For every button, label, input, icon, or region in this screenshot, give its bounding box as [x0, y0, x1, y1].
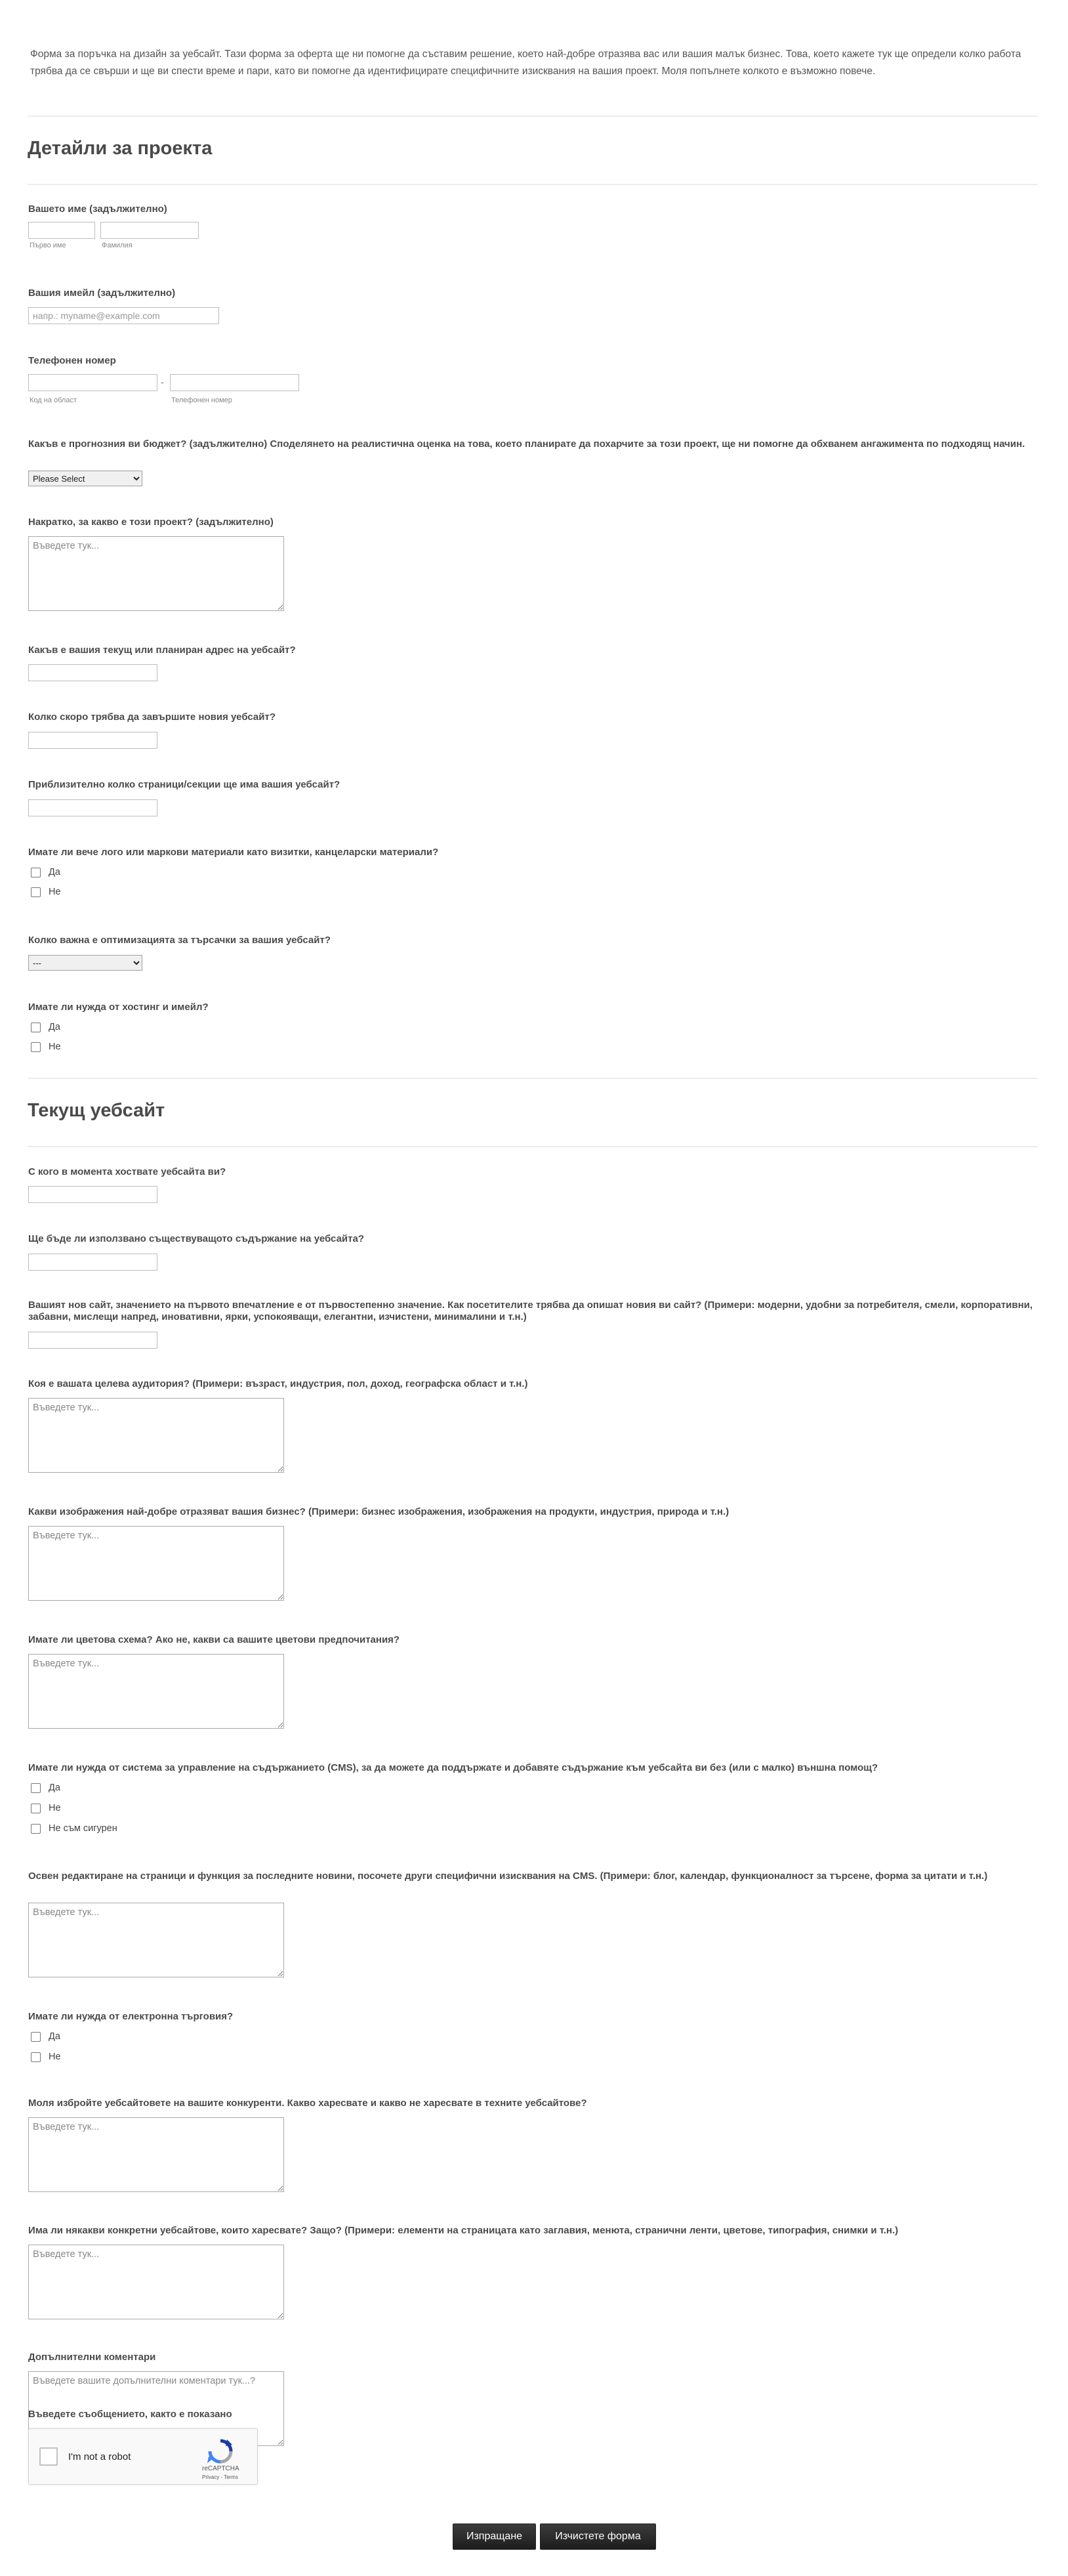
- first-name-input[interactable]: [28, 222, 95, 239]
- phone-area-sublabel: Код на област: [30, 396, 77, 404]
- phone-number-sublabel: Телефонен номер: [171, 396, 232, 404]
- option-label: Да: [49, 867, 60, 877]
- option-label: Не: [49, 1042, 61, 1052]
- budget-label: Какъв е прогнозния ви бюджет? (задължително) Споделянето на реалистична оценка на това, което планирате да похарчите за този проект, ще ни помогне да обхванем ангажимента по подходящ начин.: [28, 438, 1025, 450]
- impression-input[interactable]: [28, 1332, 157, 1349]
- colors-label: Имате ли цветова схема? Ако не, какви са вашите цветови предпочитания?: [28, 1634, 400, 1645]
- checkbox[interactable]: [31, 1824, 41, 1834]
- clear-form-button[interactable]: Изчистете форма: [540, 2523, 656, 2550]
- logo-option-no[interactable]: [31, 886, 61, 898]
- audience-textarea[interactable]: [28, 1398, 284, 1473]
- deadline-label: Колко скоро трябва да завършите новия уебсайт?: [28, 711, 276, 723]
- ecommerce-label: Имате ли нужда от електронна търговия?: [28, 2011, 234, 2022]
- cms-option-yes[interactable]: [31, 1782, 60, 1794]
- name-label: Вашето име (задължително): [28, 203, 167, 215]
- checkbox[interactable]: [31, 1042, 41, 1052]
- checkbox[interactable]: [31, 2052, 41, 2062]
- section-title-current-website: Текущ уебсайт: [28, 1100, 165, 1121]
- pages-input[interactable]: [28, 799, 157, 816]
- divider: [28, 116, 1038, 117]
- form-intro: Форма за поръчка на дизайн за уебсайт. Тази форма за оферта ще ни помогне да съставим решение, което най-добре отразява вас или вашия малък бизнес. Това, което кажете тук ще определи колко работа трябва да се свърши и ще ви спести време и пари, като ви помогне да идентифицирате специфичните изисквания на вашия проект. Моля попълнете колкото е възможно повече.: [30, 49, 1021, 77]
- recaptcha-checkbox[interactable]: [39, 2447, 58, 2466]
- phone-area-input[interactable]: [28, 374, 157, 391]
- checkbox[interactable]: [31, 868, 41, 877]
- competitors-textarea[interactable]: [28, 2117, 284, 2192]
- current-host-label: С кого в момента хоствате уебсайта ви?: [28, 1166, 226, 1177]
- recaptcha-widget: [28, 2428, 258, 2485]
- phone-dash: -: [161, 377, 164, 387]
- reuse-content-label: Ще бъде ли използвано съществуващото съдържание на уебсайта?: [28, 1233, 364, 1244]
- competitors-label: Моля избройте уебсайтовете на вашите конкуренти. Какво харесвате и какво не харесвате в техните уебсайтове?: [28, 2098, 587, 2109]
- last-name-input[interactable]: [100, 222, 199, 239]
- budget-select[interactable]: [28, 471, 142, 486]
- liked-sites-textarea[interactable]: [28, 2245, 284, 2319]
- hosting-label: Имате ли нужда от хостинг и имейл?: [28, 1002, 209, 1013]
- impression-label: Вашият нов сайт, значението на първото впечатление е от първостепенно значение. Как посетителите трябва да опишат новия ви сайт? (Примери: модерни, удобни за потребителя, смели, корпоративни, забавни, мислещи напред, иновативни, ярки, успокояващи, елегантни, изчистени, минималини и т.н.): [28, 1299, 1033, 1322]
- about-label: Накратко, за какво е този проект? (задължително): [28, 517, 274, 528]
- phone-label: Телефонен номер: [28, 355, 116, 366]
- email-label: Вашия имейл (задължително): [28, 287, 176, 299]
- email-input[interactable]: [28, 307, 219, 324]
- deadline-input[interactable]: [28, 732, 157, 749]
- logo-label: Имате ли вече лого или маркови материали като визитки, канцеларски материали?: [28, 847, 439, 858]
- first-name-sublabel: Първо име: [30, 242, 66, 249]
- liked-sites-label: Има ли някакви конкретни уебсайтове, които харесвате? Защо? (Примери: елементи на страницата като заглавия, менюта, странични ленти, цветове, типография, снимки и т.н.): [28, 2225, 899, 2236]
- option-label: Да: [49, 1022, 60, 1032]
- hosting-option-yes[interactable]: [31, 1021, 60, 1033]
- images-textarea[interactable]: [28, 1526, 284, 1601]
- checkbox[interactable]: [31, 887, 41, 897]
- seo-label: Колко важна е оптимизацията за търсачки за вашия уебсайт?: [28, 935, 331, 946]
- reuse-content-input[interactable]: [28, 1254, 157, 1271]
- option-label: Не: [49, 1803, 61, 1813]
- option-label: Да: [49, 1783, 60, 1793]
- website-address-input[interactable]: [28, 664, 157, 681]
- hosting-option-no[interactable]: [31, 1041, 61, 1053]
- images-label: Какви изображения най-добре отразяват вашия бизнес? (Примери: бизнес изображения, изображения на продукти, индустрия, природа и т.н.): [28, 1506, 729, 1517]
- recaptcha-logo-icon: [205, 2438, 236, 2464]
- option-label: Не: [49, 887, 61, 897]
- logo-option-yes[interactable]: [31, 866, 60, 878]
- checkbox[interactable]: [31, 1023, 41, 1032]
- cms-requirements-label: Освен редактиране на страници и функция за последните новини, посочете други специфични изисквания на CMS. (Примери: блог, календар, функционалност за търсене, форма за цитати и т.н.): [28, 1870, 988, 1882]
- section-title-project: Детайли за проекта: [28, 138, 213, 159]
- option-label: Не съм сигурен: [49, 1823, 117, 1834]
- colors-textarea[interactable]: [28, 1654, 284, 1729]
- checkbox[interactable]: [31, 1804, 41, 1813]
- submit-button[interactable]: Изпращане: [453, 2523, 536, 2550]
- captcha-label: Въведете съобщението, както е показано: [28, 2409, 232, 2420]
- audience-label: Коя е вашата целева аудитория? (Примери: възраст, индустрия, пол, доход, географска област и т.н.): [28, 1378, 528, 1389]
- divider: [28, 1078, 1038, 1079]
- comments-label: Допълнителни коментари: [28, 2352, 156, 2363]
- ecommerce-option-yes[interactable]: [31, 2031, 60, 2042]
- checkbox[interactable]: [31, 1783, 41, 1793]
- recaptcha-text: I'm not a robot: [68, 2451, 131, 2462]
- current-host-input[interactable]: [28, 1186, 157, 1203]
- recaptcha-terms[interactable]: Privacy - Terms: [202, 2474, 238, 2480]
- about-textarea[interactable]: [28, 536, 284, 611]
- pages-label: Приблизително колко страници/секции ще има вашия уебсайт?: [28, 779, 340, 790]
- checkbox[interactable]: [31, 2032, 41, 2042]
- cms-option-unsure[interactable]: [31, 1823, 117, 1834]
- cms-label: Имате ли нужда от система за управление на съдържанието (CMS), за да можете да поддържате и добавяте съдържание към уебсайта ви без (или с малко) външна помощ?: [28, 1762, 878, 1773]
- recaptcha-brand: reCAPTCHA: [202, 2465, 239, 2472]
- seo-select[interactable]: [28, 955, 142, 971]
- option-label: Не: [49, 2052, 61, 2062]
- phone-number-input[interactable]: [170, 374, 299, 391]
- divider: [28, 184, 1038, 185]
- cms-option-no[interactable]: [31, 1802, 61, 1814]
- website-address-label: Какъв е вашия текущ или планиран адрес на уебсайт?: [28, 644, 296, 656]
- divider: [28, 1146, 1038, 1147]
- last-name-sublabel: Фамилия: [102, 242, 133, 249]
- ecommerce-option-no[interactable]: [31, 2051, 61, 2063]
- cms-requirements-textarea[interactable]: [28, 1903, 284, 1977]
- option-label: Да: [49, 2031, 60, 2042]
